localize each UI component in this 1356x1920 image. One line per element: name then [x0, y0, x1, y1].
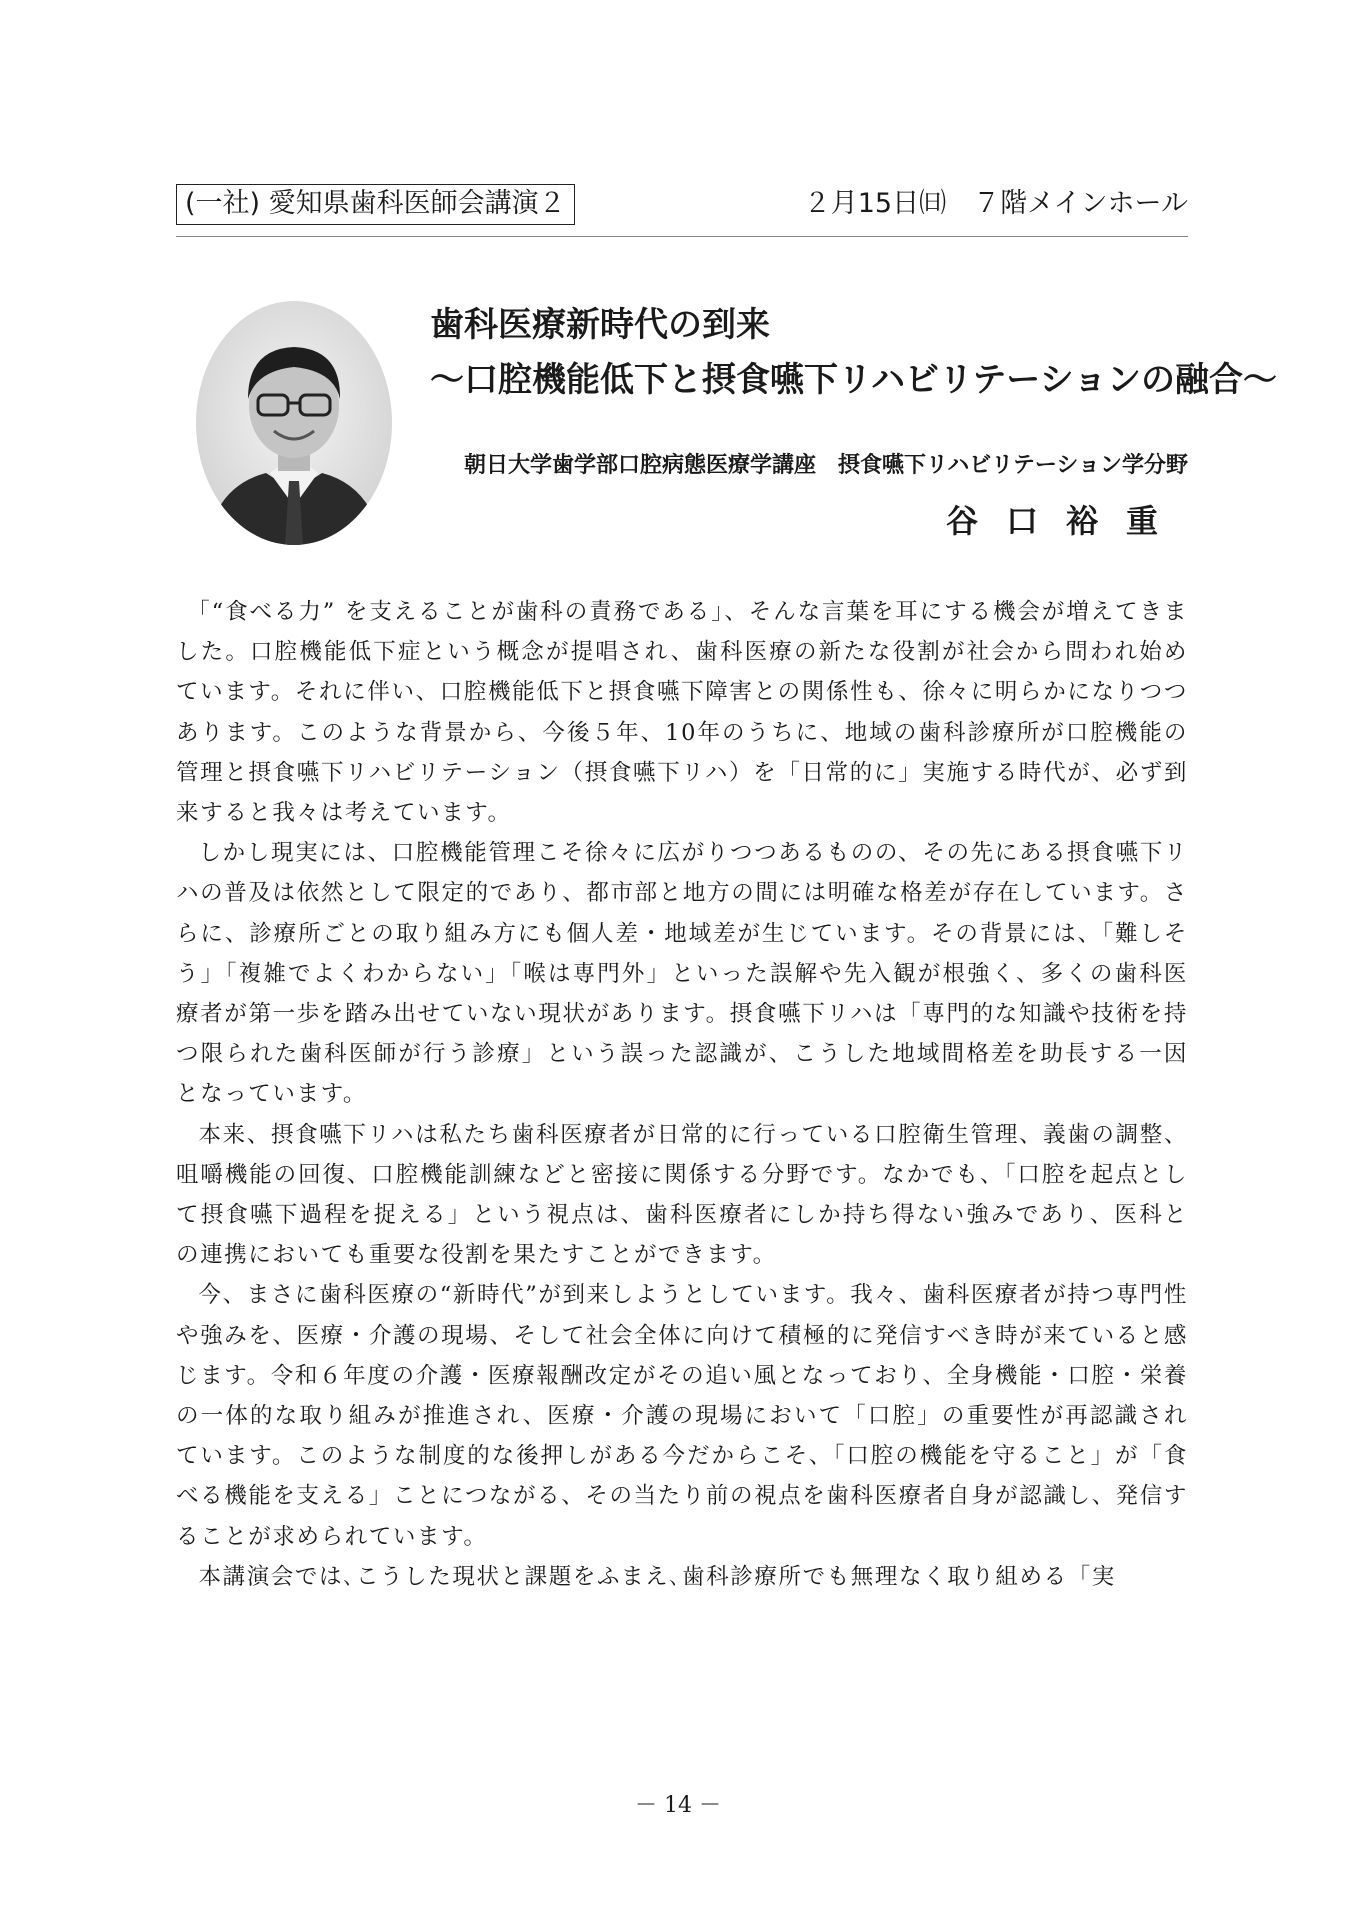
speaker-affiliation: 朝日大学歯学部口腔病態医療学講座 摂食嚥下リハビリテーション学分野 [463, 452, 1188, 478]
title-line-2: 〜口腔機能低下と摂食嚥下リハビリテーションの融合〜 [430, 360, 1277, 400]
date-venue: ２月15日㈰ ７階メインホール [803, 188, 1188, 219]
speaker-name: 谷口裕重 [945, 502, 1186, 540]
session-label: (一社) 愛知県歯科医師会講演２ [176, 184, 575, 225]
lecture-title [430, 298, 1277, 408]
speaker-portrait-photo [196, 301, 392, 545]
page-number: － 14 － [635, 1793, 721, 1818]
paragraph: 本来、摂食嚥下リハは私たち歯科医療者が日常的に行っている口腔衛生管理、義歯の調整、咀嚼機能の回復、口腔機能訓練などと密接に関係する分野です。なかでも、「口腔を起点として摂食嚥下過程を捉える」という視点は、歯科医療者にしか持ち得ない強みであり、医科との連携においても重要な役割を果たすことができます。 [176, 1121, 1188, 1269]
paragraph: しかし現実には、口腔機能管理こそ徐々に広がりつつあるものの、その先にある摂食嚥下リハの普及は依然として限定的であり、都市部と地方の間には明確な格差が存在しています。さらに、診療所ごとの取り組み方にも個人差・地域差が生じています。その背景には、「難しそう」「複雑でよくわからない」「喉は専門外」といった誤解や先入観が根強く、多くの歯科医療者が第一歩を踏み出せていない現状があります。摂食嚥下リハは「専門的な知識や技術を持つ限られた歯科医師が行う診療」という誤った認識が、こうした地域間格差を助長する一因となっています。 [176, 840, 1188, 1108]
page-header [176, 184, 1188, 232]
header-divider [176, 236, 1188, 237]
paragraph: 「“食べる力” を支えることが歯科の責務である」、そんな言葉を耳にする機会が増えてきました。口腔機能低下症という概念が提唱され、歯科医療の新たな役割が社会から問われ始めています。それに伴い、口腔機能低下と摂食嚥下障害との関係性も、徐々に明らかになりつつあります。このような背景から、今後５年、10年のうちに、地域の歯科診療所が口腔機能の管理と摂食嚥下リハビリテーション（摂食嚥下リハ）を「日常的に」実施する時代が、必ず到来すると我々は考えています。 [176, 599, 1188, 827]
title-line-1: 歯科医療新時代の到来 [430, 305, 770, 345]
paragraph: 本講演会では､こうした現状と課題をふまえ､歯科診療所でも無理なく取り組める「実 [198, 1563, 1116, 1590]
paragraph: 今、まさに歯科医療の“新時代”が到来しようとしています。我々、歯科医療者が持つ専門性や強みを、医療・介護の現場、そして社会全体に向けて積極的に発信すべき時が来ていると感じます。令和６年度の介護・医療報酬改定がその追い風となっており、全身機能・口腔・栄養の一体的な取り組みが推進され、医療・介護の現場において「口腔」の重要性が再認識されています。このような制度的な後押しがある今だからこそ、「口腔の機能を守ること」が「食べる機能を支える」ことにつながる、その当たり前の視点を歯科医療者自身が認識し、発信することが求められています。 [176, 1282, 1188, 1550]
lecture-abstract [176, 592, 1188, 1597]
